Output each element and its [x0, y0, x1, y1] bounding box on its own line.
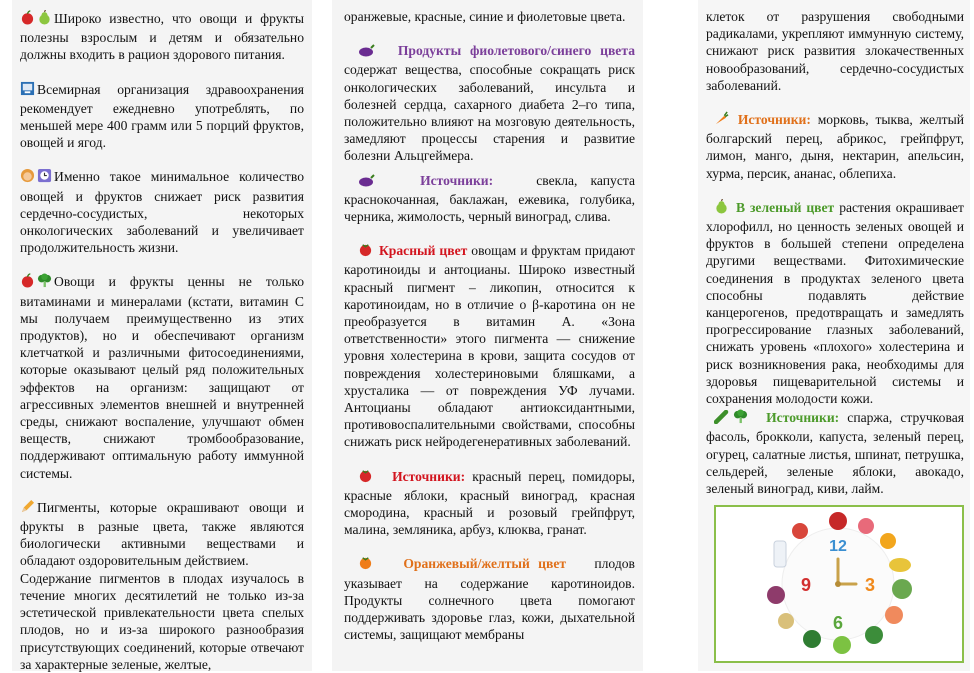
violet-sources-title: Источники: — [420, 172, 494, 188]
red-text: овощам и фруктам придают каротиноиды и антоцианы. Широко известный красный пигмент – ликопин, относится к каротиноидам, но в отличие о β-каротина он не преобразуется в витамин А. «Зона ответственности» этого пигмента — снижение уровня холестерина в крови, защита сосудов от повреждения холестериновыми бляшками, а хрусталика — от повреждения УФ лучами. Антоцианы обладают антиоксидантными, противовоспалительными свойствами, способны снижать риск нейродегенеративных заболеваний. — [344, 243, 635, 450]
column-middle — [332, 0, 643, 671]
minimum-paragraph: Именно такое минимальное количество овощей и фруктов снижает риск развития сердечно-сосудистых, некоторых онкологических заболеваний и увеличивает продолжительность жизни. — [20, 169, 304, 256]
eggplant-icon — [358, 43, 375, 61]
salmon-fruit — [885, 606, 903, 624]
apple-icon — [20, 10, 35, 29]
column-left — [12, 0, 312, 671]
violet-text: содержат вещества, способные сокращать риск онкологических заболеваний, инсульта и болезней сердца, сахарного диабета 2–го типа, положительно влияют на мозговую деятельность, замедляют процессы старения и развитие болезни Альцгеймера. — [344, 62, 635, 164]
cabbage-fruit — [865, 626, 883, 644]
orange-sources — [706, 111, 964, 182]
clock-icon — [37, 168, 52, 187]
green-title: В зеленый цвет — [735, 199, 835, 215]
green-fruit — [892, 579, 912, 599]
tomato-icon — [358, 468, 373, 487]
clock-number-3: 3 — [864, 575, 876, 595]
cherry-fruit — [792, 523, 808, 539]
clock-number-9: 9 — [800, 575, 812, 595]
apple-icon — [20, 273, 35, 292]
computer-icon — [20, 81, 35, 100]
violet-sources — [344, 172, 635, 226]
orange-text: плодов указывает на содержание каротиноидов. Продукты солнечного цвета помогают поддерживать здоровье глаз, кожи, дыхательной системы, защищают мембраны — [344, 556, 635, 643]
colors-continued: оранжевые, красные, синие и фиолетовые цвета. — [344, 9, 626, 24]
red-section — [344, 242, 635, 450]
pigments-paragraph: Пигменты, которые окрашивают овощи и фрукты в разные цвета, также являются биологически активными веществами и обладают оздоровительным действием. — [20, 499, 304, 569]
broccoli-icon — [37, 273, 52, 292]
tomato-fruit — [829, 512, 847, 530]
eggplant-icon — [358, 173, 375, 191]
red-sources-title: Источники: — [392, 468, 466, 484]
green-section — [706, 199, 964, 407]
tomato-icon — [358, 242, 373, 261]
orange-fruit — [880, 533, 896, 549]
pear-icon — [37, 10, 52, 29]
banana-fruit — [889, 558, 911, 572]
green-text: растения окрашивает хлорофилл, но ценность зеленых овощей и фруктов в большей степени определена другими веществами. Фитохимические соединения в продуктах зеленого цвета способны подавлять действие канцерогенов, предотвращать и замедлять прогрессирование глазных заболеваний, снижать уровень «плохого» холестерина и риск возникновения рака, необходимы для здоровья пищеварительной системы и сохранения молодости кожи. — [706, 199, 964, 407]
orange-continued: клеток от разрушения свободными радикалами, укрепляют иммунную систему, снижают риск развития злокачественных новообразований, сердечно-сосудистых заболеваний. — [706, 9, 964, 93]
broccoli-icon — [733, 409, 748, 428]
green-sources-title: Источники: — [766, 410, 840, 426]
violet-sources-text: свекла, капуста краснокочанная, баклажан, ежевика, голубика, черника, жимолость, черный виноград, слива. — [344, 172, 635, 225]
orange-sources-title: Источники: — [737, 112, 811, 128]
violet-section — [344, 42, 635, 164]
orange-section — [344, 555, 635, 643]
cucumber-icon — [714, 410, 731, 428]
grapes-fruit — [767, 586, 785, 604]
orange-sources-text: морковь, тыква, желтый болгарский перец, абрикос, грейпфрут, лимон, манго, дыня, нектарин, апельсин, хурма, персик, ананас, облепиха. — [706, 112, 964, 181]
red-sources-text: красный перец, помидоры, красные яблоки, красный виноград, красная смородина, красный и розовый грейпфрут, малина, земляника, арбуз, клюква, гранат. — [344, 468, 635, 538]
pink-fruit — [858, 518, 874, 534]
clock-number-6: 6 — [832, 613, 844, 633]
green-sources-text: спаржа, стручковая фасоль, брокколи, капуста, зеленый перец, огурец, салатные листья, шпинат, петрушка, сельдерей, зеленые яблоки, авокадо, зеленый виноград, киви, лайм. — [706, 410, 964, 497]
red-title: Красный цвет — [378, 243, 468, 259]
green-sources — [706, 409, 964, 497]
orange-title: Оранжевый/желтый цвет — [403, 556, 567, 572]
pencil-icon — [20, 499, 35, 518]
value-paragraph: Овощи и фрукты ценны не только витаминами и минералами (кстати, витамин С мы получаем преимущественно из этих продуктов), но и обеспечивают организм клетчаткой и различными фитосоединениями, которые оказывают целый ряд положительных эффектов на организм: защищают от агрессивных элементов внешней и внутренней среды, снижают воспаление, улучшают обмен веществ, снижают тромбообразование, поддерживают оптимальную работу иммунной системы. — [20, 274, 304, 481]
milk-glass — [774, 541, 786, 567]
red-sources — [344, 468, 635, 539]
carrot-icon — [714, 111, 729, 130]
fruit-clock-image — [714, 505, 964, 663]
who-paragraph: Всемирная организация здравоохранения рекомендует ежедневно употреблять, по меньшей мере 400 грамм или 5 порций фруктов, овощей и ягод. — [20, 81, 304, 151]
research-paragraph: Содержание пигментов в плодах изучалось в течение многих десятилетий не только из-за эстетической привлекательности цвета спелых плодов, но и из-за широкого разнообразия присутствующих соединений, которые отвечают за характерные зеленые, желтые, — [20, 570, 304, 672]
clock-number-12: 12 — [829, 538, 847, 555]
tomato-icon — [358, 555, 373, 574]
violet-title: Продукты фиолетового/синего цвета — [397, 43, 635, 59]
fruit-clock-illustration — [716, 507, 962, 661]
lime-fruit — [833, 636, 851, 654]
nuts-fruit — [778, 613, 794, 629]
woman-icon — [20, 168, 35, 187]
intro-paragraph: Широко известно, что овощи и фрукты полезны взрослым и детям и обязательно должны входить в рацион здорового питания. — [20, 11, 304, 63]
pear-icon — [714, 199, 729, 218]
spinach-fruit — [803, 630, 821, 648]
